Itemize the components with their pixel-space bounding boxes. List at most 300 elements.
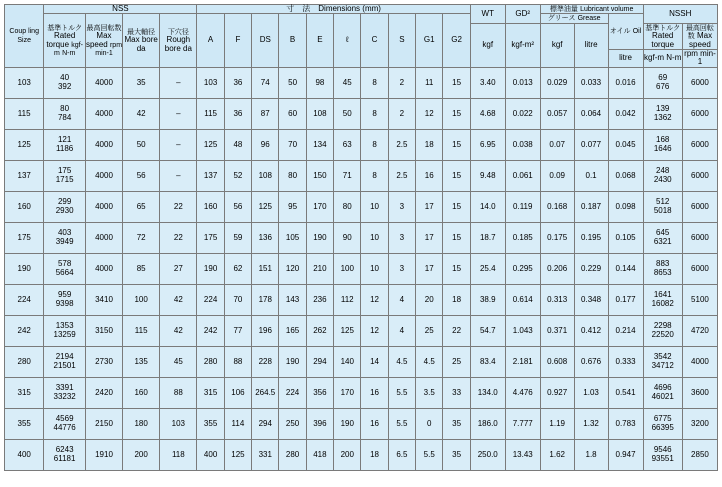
nssh-torque-kgf: 248 [656,166,670,176]
cell-coupling-size: 175 [5,222,44,253]
cell-dim-c: 12 [361,284,388,315]
cell-dim-s: 4 [388,315,415,346]
cell-nssh-max-speed: 3200 [682,408,717,439]
cell-dim-g1: 0 [416,408,443,439]
nssh-speed-unit-2: min-1 [697,48,716,67]
nssh-torque-kgf: 139 [656,104,670,114]
cell-dim-b: 60 [279,98,306,129]
header-gd2: GD² [505,5,540,24]
cell-dim-l: 63 [334,129,361,160]
cell-grease-kgf: 0.608 [540,346,574,377]
cell-rough-bore: 103 [160,408,197,439]
cell-dim-l: 100 [334,253,361,284]
coupling-size-label-jp: Coup ling Size [9,28,39,44]
cell-oil-litre: 0.541 [608,377,643,408]
cell-dim-g1: 17 [416,191,443,222]
nssh-speed-en-2: speed [689,39,711,49]
cell-weight: 54.7 [470,315,505,346]
cell-rough-bore: 118 [160,439,197,470]
nssh-torque-nm: 66395 [651,422,674,432]
max-speed-unit-1: rpm [109,41,123,49]
cell-nssh-max-speed: 6000 [682,67,717,98]
table-body [5,67,718,470]
table-row [5,284,718,315]
cell-dim-c: 8 [361,160,388,191]
cell-nss-max-speed: 4000 [85,160,122,191]
cell-dim-f: 62 [224,253,251,284]
cell-dim-b: 190 [279,346,306,377]
cell-grease-kgf: 0.927 [540,377,574,408]
cell-dim-e: 150 [306,160,333,191]
cell-dim-ds: 74 [252,67,279,98]
cell-grease-litre: 0.195 [574,222,608,253]
nssh-torque-nm: 5018 [653,205,672,215]
cell-coupling-size: 125 [5,129,44,160]
cell-gd2: 4.476 [505,377,540,408]
cell-dim-c: 8 [361,129,388,160]
cell-dim-g1: 16 [416,160,443,191]
rough-bore-en-1: Rough [166,35,191,45]
cell-nss-max-speed: 4000 [85,253,122,284]
cell-grease-litre: 0.1 [574,160,608,191]
cell-dim-b: 143 [279,284,306,315]
nssh-speed-jp: 最高回転数 [685,24,714,41]
cell-weight: 3.40 [470,67,505,98]
cell-dim-g2: 15 [443,129,470,160]
cell-gd2: 0.061 [505,160,540,191]
cell-nssh-max-speed: 6000 [682,191,717,222]
cell-oil-litre: 0.947 [608,439,643,470]
header-oil [608,14,643,50]
cell-nssh-max-speed: 3600 [682,377,717,408]
max-bore-en-2: bore [141,35,158,45]
lubricant-label-jp: 標準油量 [549,6,578,13]
cell-nssh-rated-torque [643,160,682,191]
nssh-torque-kgf: 645 [656,228,670,238]
rated-torque-en-1: Rated [53,31,76,41]
cell-dim-ds: 331 [252,439,279,470]
cell-oil-litre: 0.045 [608,129,643,160]
nss-torque-nm: 1715 [55,174,74,184]
cell-dim-ds: 151 [252,253,279,284]
header-dim-l: ℓ [334,14,361,67]
cell-dim-b: 105 [279,222,306,253]
cell-gd2: 1.043 [505,315,540,346]
cell-dim-l: 112 [334,284,361,315]
cell-grease-kgf: 0.371 [540,315,574,346]
cell-dim-c: 14 [361,346,388,377]
cell-nssh-rated-torque [643,408,682,439]
cell-dim-s: 6.5 [388,439,415,470]
cell-gd2: 0.185 [505,222,540,253]
cell-grease-litre: 0.412 [574,315,608,346]
cell-nss-max-speed: 4000 [85,191,122,222]
cell-max-bore: 35 [123,67,160,98]
max-bore-en-3: da [136,43,146,53]
cell-dim-l: 125 [334,315,361,346]
cell-dim-g1: 18 [416,129,443,160]
cell-oil-litre: 0.016 [608,67,643,98]
header-group-lubricant [540,5,643,14]
cell-max-bore: 42 [123,98,160,129]
cell-dim-g1: 5.5 [416,439,443,470]
cell-gd2: 0.038 [505,129,540,160]
cell-dim-b: 80 [279,160,306,191]
cell-dim-f: 36 [224,98,251,129]
lubricant-label-en: Lubricant volume [580,6,634,13]
max-speed-en-2: speed [85,39,108,49]
cell-nssh-max-speed: 6000 [682,253,717,284]
cell-weight: 6.95 [470,129,505,160]
nssh-rated-jp: 基準トルク [645,24,681,32]
nssh-torque-kgf: 69 [658,73,668,83]
cell-gd2: 0.119 [505,191,540,222]
header-dim-s: S [388,14,415,67]
cell-nssh-max-speed: 4000 [682,346,717,377]
cell-dim-b: 280 [279,439,306,470]
cell-nss-rated-torque [44,408,86,439]
cell-coupling-size: 280 [5,346,44,377]
cell-grease-litre: 0.348 [574,284,608,315]
cell-max-bore: 180 [123,408,160,439]
table-row [5,191,718,222]
header-rough-bore [160,14,197,67]
cell-dim-ds: 178 [252,284,279,315]
cell-dim-e: 108 [306,98,333,129]
cell-nss-rated-torque [44,129,86,160]
rough-bore-jp: 下穴径 [167,28,189,36]
cell-dim-f: 59 [224,222,251,253]
cell-dim-f: 114 [224,408,251,439]
cell-dim-c: 16 [361,408,388,439]
cell-dim-f: 88 [224,346,251,377]
nss-torque-kgf: 6243 [55,445,74,455]
cell-gd2: 0.013 [505,67,540,98]
cell-dim-c: 10 [361,191,388,222]
cell-dim-a: 400 [197,439,224,470]
cell-grease-kgf: 0.168 [540,191,574,222]
cell-dim-e: 190 [306,222,333,253]
rated-torque-unit-1: kgf-m [53,41,83,57]
nss-torque-nm: 5664 [55,267,74,277]
cell-coupling-size: 224 [5,284,44,315]
table-row [5,408,718,439]
cell-weight: 186.0 [470,408,505,439]
cell-dim-a: 160 [197,191,224,222]
cell-dim-ds: 136 [252,222,279,253]
cell-dim-l: 71 [334,160,361,191]
cell-dim-b: 70 [279,129,306,160]
cell-gd2: 0.022 [505,98,540,129]
nss-torque-kgf: 40 [60,73,70,83]
cell-dim-g2: 25 [443,346,470,377]
cell-coupling-size: 103 [5,67,44,98]
cell-dim-g1: 11 [416,67,443,98]
nss-torque-nm: 1186 [56,143,74,153]
cell-dim-a: 115 [197,98,224,129]
cell-nssh-max-speed: 6000 [682,129,717,160]
cell-dim-g1: 25 [416,315,443,346]
header-nssh-rated-torque [643,23,682,49]
nss-torque-kgf: 403 [57,228,72,238]
nssh-torque-nm: 6321 [653,236,672,246]
cell-dim-g2: 15 [443,222,470,253]
cell-grease-litre: 0.229 [574,253,608,284]
rough-bore-en-2: bore [164,43,181,53]
cell-nssh-rated-torque [643,67,682,98]
nssh-torque-kgf: 512 [656,197,670,207]
table-row [5,98,718,129]
nssh-torque-nm: 1362 [653,112,672,122]
nssh-torque-nm: 46021 [651,391,674,401]
cell-dim-e: 134 [306,129,333,160]
cell-coupling-size: 137 [5,160,44,191]
cell-nss-rated-torque [44,160,86,191]
nssh-rated-unit-1: kgf-m [644,53,665,63]
cell-dim-g2: 18 [443,284,470,315]
cell-rough-bore: – [160,67,197,98]
cell-coupling-size: 190 [5,253,44,284]
cell-dim-b: 165 [279,315,306,346]
nssh-rated-en-1: Rated [652,31,674,41]
max-speed-jp: 最高回転数 [86,24,122,32]
cell-nss-max-speed: 4000 [85,67,122,98]
cell-max-bore: 72 [123,222,160,253]
header-dim-b: B [279,14,306,67]
nssh-torque-kgf: 883 [656,259,670,269]
cell-dim-s: 4.5 [388,346,415,377]
cell-nssh-rated-torque [643,191,682,222]
cell-dim-l: 80 [334,191,361,222]
max-speed-unit-2: min-1 [95,49,113,57]
header-group-dimensions: 寸 法 Dimensions (mm) [197,5,470,14]
cell-dim-b: 250 [279,408,306,439]
cell-coupling-size: 242 [5,315,44,346]
cell-grease-kgf: 0.09 [540,160,574,191]
cell-nss-max-speed: 4000 [85,129,122,160]
cell-nssh-rated-torque [643,346,682,377]
cell-dim-s: 2 [388,67,415,98]
nss-torque-nm: 21501 [53,360,76,370]
table-row [5,222,718,253]
cell-oil-litre: 0.042 [608,98,643,129]
cell-dim-g2: 15 [443,191,470,222]
cell-grease-kgf: 0.175 [540,222,574,253]
cell-nss-rated-torque [44,67,86,98]
cell-dim-g1: 17 [416,253,443,284]
cell-dim-f: 48 [224,129,251,160]
cell-dim-c: 16 [361,377,388,408]
cell-nssh-rated-torque [643,222,682,253]
oil-label-en: Oil [632,28,642,36]
header-dim-e: E [306,14,333,67]
header-rated-torque-nss [44,14,86,67]
nss-torque-nm: 392 [57,81,72,91]
cell-max-bore: 200 [123,439,160,470]
cell-nssh-max-speed: 5100 [682,284,717,315]
cell-weight: 25.4 [470,253,505,284]
cell-dim-f: 70 [224,284,251,315]
nss-torque-kgf: 959 [57,290,72,300]
cell-dim-l: 140 [334,346,361,377]
cell-dim-g1: 4.5 [416,346,443,377]
cell-dim-g1: 12 [416,98,443,129]
cell-dim-g2: 15 [443,160,470,191]
cell-dim-f: 77 [224,315,251,346]
table-row [5,129,718,160]
header-max-speed-nss [85,14,122,67]
cell-dim-s: 4 [388,284,415,315]
cell-dim-g2: 35 [443,439,470,470]
nssh-torque-nm: 34712 [651,360,674,370]
header-dim-a: A [197,14,224,67]
cell-nssh-rated-torque [643,284,682,315]
cell-rough-bore: 42 [160,315,197,346]
cell-max-bore: 56 [123,160,160,191]
cell-dim-a: 137 [197,160,224,191]
table-row [5,67,718,98]
header-nssh-speed-unit [682,49,717,67]
cell-dim-c: 8 [361,98,388,129]
cell-dim-b: 224 [279,377,306,408]
cell-dim-ds: 228 [252,346,279,377]
cell-nssh-rated-torque [643,129,682,160]
cell-rough-bore: 27 [160,253,197,284]
cell-dim-a: 355 [197,408,224,439]
cell-grease-litre: 1.8 [574,439,608,470]
cell-dim-b: 50 [279,67,306,98]
table-header [5,5,718,68]
cell-nss-rated-torque [44,222,86,253]
cell-dim-e: 262 [306,315,333,346]
header-coupling-size [5,5,44,68]
header-nssh-max-speed [682,23,717,49]
cell-gd2: 7.777 [505,408,540,439]
nssh-rated-unit-2: N-m [666,53,682,63]
cell-dim-s: 2.5 [388,160,415,191]
cell-dim-l: 200 [334,439,361,470]
cell-rough-bore: 42 [160,284,197,315]
cell-max-bore: 115 [123,315,160,346]
nss-torque-nm: 784 [57,112,72,122]
cell-dim-e: 170 [306,191,333,222]
rough-bore-en-3: da [183,43,192,53]
cell-nss-max-speed: 3150 [85,315,122,346]
cell-dim-s: 2.5 [388,129,415,160]
header-dim-f: F [224,14,251,67]
cell-oil-litre: 0.068 [608,160,643,191]
nssh-torque-kgf: 4696 [653,383,672,393]
cell-gd2: 2.181 [505,346,540,377]
cell-weight: 14.0 [470,191,505,222]
cell-grease-kgf: 0.057 [540,98,574,129]
cell-dim-g2: 22 [443,315,470,346]
cell-nss-max-speed: 2150 [85,408,122,439]
cell-oil-litre: 0.144 [608,253,643,284]
cell-nss-max-speed: 1910 [85,439,122,470]
cell-dim-g2: 35 [443,408,470,439]
nss-torque-nm: 3949 [55,236,74,246]
cell-dim-f: 36 [224,67,251,98]
cell-nss-max-speed: 2730 [85,346,122,377]
rated-torque-unit-2: N-m [62,49,76,57]
nssh-torque-kgf: 3542 [653,352,672,362]
header-group-nssh: NSSH [643,5,717,24]
cell-max-bore: 160 [123,377,160,408]
nssh-torque-nm: 93551 [651,453,674,463]
cell-dim-a: 280 [197,346,224,377]
cell-gd2: 0.295 [505,253,540,284]
cell-nss-rated-torque [44,377,86,408]
cell-dim-f: 125 [224,439,251,470]
cell-dim-ds: 96 [252,129,279,160]
cell-nssh-rated-torque [643,253,682,284]
cell-grease-kgf: 0.313 [540,284,574,315]
cell-nssh-rated-torque [643,98,682,129]
cell-nss-rated-torque [44,315,86,346]
nss-torque-kgf: 175 [57,166,72,176]
cell-oil-litre: 0.783 [608,408,643,439]
cell-nss-rated-torque [44,439,86,470]
cell-dim-a: 224 [197,284,224,315]
cell-gd2: 0.614 [505,284,540,315]
cell-dim-ds: 294 [252,408,279,439]
cell-dim-a: 315 [197,377,224,408]
cell-dim-l: 50 [334,98,361,129]
grease-label-jp: グリース [547,15,576,23]
nssh-torque-nm: 676 [656,81,670,91]
max-bore-jp: 最大軸径 [127,28,156,36]
header-wt: WT [470,5,505,24]
cell-dim-s: 2 [388,98,415,129]
cell-coupling-size: 160 [5,191,44,222]
cell-dim-c: 12 [361,315,388,346]
cell-nss-max-speed: 4000 [85,222,122,253]
cell-rough-bore: – [160,98,197,129]
cell-max-bore: 65 [123,191,160,222]
cell-max-bore: 50 [123,129,160,160]
cell-dim-e: 236 [306,284,333,315]
header-group-nss: NSS [44,5,197,14]
cell-grease-kgf: 1.62 [540,439,574,470]
header-oil-litre: litre [608,49,643,67]
cell-dim-s: 3 [388,253,415,284]
cell-weight: 83.4 [470,346,505,377]
cell-dim-ds: 264.5 [252,377,279,408]
header-dim-c: C [361,14,388,67]
cell-dim-a: 242 [197,315,224,346]
nssh-torque-nm: 22520 [651,329,674,339]
nss-torque-kgf: 2194 [55,352,74,362]
cell-weight: 4.68 [470,98,505,129]
cell-grease-litre: 0.064 [574,98,608,129]
max-speed-en-1: Max [96,31,112,41]
cell-dim-f: 56 [224,191,251,222]
cell-gd2: 13.43 [505,439,540,470]
cell-rough-bore: 22 [160,222,197,253]
cell-dim-ds: 125 [252,191,279,222]
cell-dim-ds: 87 [252,98,279,129]
cell-nss-max-speed: 2420 [85,377,122,408]
cell-nssh-max-speed: 6000 [682,98,717,129]
header-nssh-rated-unit [643,49,682,67]
cell-nssh-max-speed: 6000 [682,160,717,191]
nss-torque-kgf: 578 [57,259,72,269]
cell-oil-litre: 0.105 [608,222,643,253]
header-dim-ds: DS [252,14,279,67]
cell-grease-litre: 1.32 [574,408,608,439]
cell-dim-s: 3 [388,191,415,222]
